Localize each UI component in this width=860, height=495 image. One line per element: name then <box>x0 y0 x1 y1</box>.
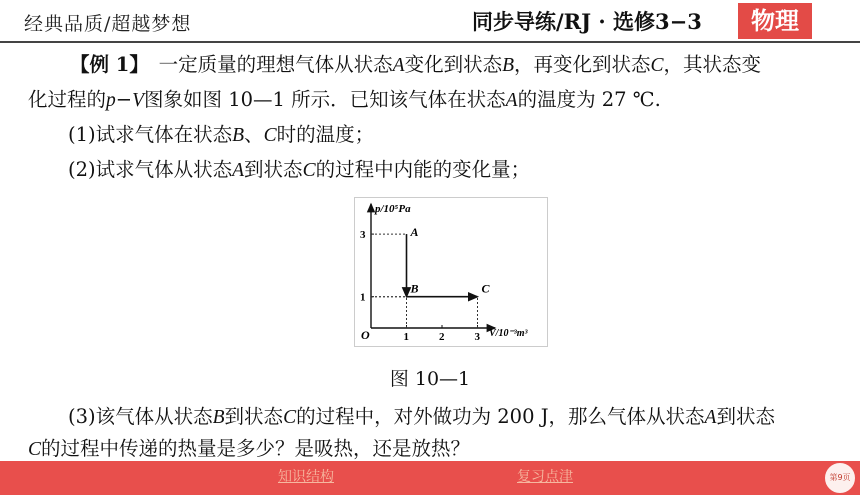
page-number-badge: 第9页 <box>823 461 857 495</box>
state-a-label: A <box>505 90 518 111</box>
question-2 <box>28 157 860 184</box>
x-tick-label: 1 <box>403 331 409 343</box>
subject-badge: 物理 <box>738 3 812 39</box>
state-b-label: B <box>232 125 245 146</box>
state-a-label: A <box>392 55 405 76</box>
course-title: 同步导练/RJ · 选修3−3 <box>472 9 702 34</box>
point-label-c: C <box>481 281 490 296</box>
point-label-b: B <box>410 281 419 296</box>
review-tips-link[interactable]: 复习点津 <box>517 469 573 485</box>
state-a-label: A <box>704 407 717 428</box>
text-fragment: 到状态 <box>244 158 303 181</box>
y-tick-label: 3 <box>360 229 366 242</box>
example-label: 【例 1】 <box>70 53 140 76</box>
origin-label: O <box>361 328 370 342</box>
state-c-label: C <box>28 439 42 460</box>
text-fragment: 的过程中内能的变化量； <box>315 158 531 181</box>
text-fragment: 变化到状态 <box>404 53 503 76</box>
text-fragment: − <box>115 88 133 111</box>
text-fragment: 到状态 <box>224 405 284 428</box>
y-tick-label: 1 <box>360 291 366 304</box>
question-3 <box>28 404 860 431</box>
text-fragment: 时的温度； <box>276 123 375 146</box>
question-1 <box>28 122 860 149</box>
y-axis-label: p/10⁵Pa <box>375 203 411 215</box>
text-fragment: 到状态 <box>716 405 775 428</box>
footer-bar <box>0 461 860 495</box>
state-a-label: A <box>232 160 245 181</box>
state-b-label: B <box>212 407 225 428</box>
text-fragment: 的过程中，对外做功为 200 J，那么气体从状态 <box>296 405 705 428</box>
state-b-label: B <box>502 55 514 76</box>
x-axis-label: V/10⁻³m³ <box>489 328 528 339</box>
pv-diagram <box>354 197 548 347</box>
text-fragment: 、 <box>244 123 264 146</box>
knowledge-structure-link[interactable]: 知识结构 <box>278 469 334 485</box>
state-c-label: C <box>283 407 297 428</box>
text-fragment: 图象如图 10—1 所示．已知该气体在状态 <box>144 88 506 111</box>
point-label-a: A <box>410 225 419 240</box>
state-c-label: C <box>263 125 277 146</box>
text-fragment: 的温度为 27 ℃. <box>517 88 661 111</box>
slogan: 经典品质/超越梦想 <box>24 13 192 35</box>
header-divider <box>0 41 860 43</box>
text-fragment: (1)试求气体在状态 <box>68 123 233 146</box>
text-fragment: (2)试求气体从状态 <box>68 158 233 181</box>
problem-intro <box>28 52 838 79</box>
text-fragment: ，再变化到状态 <box>514 53 651 76</box>
x-tick-label: 2 <box>439 331 445 343</box>
text-fragment: 的过程中传递的热量是多少？是吸热，还是放热？ <box>41 437 471 460</box>
text-fragment: 化过程的 <box>28 88 107 111</box>
text-fragment: (3)该气体从状态 <box>68 405 213 428</box>
question-3-continued <box>28 436 838 463</box>
header-bar <box>0 0 860 42</box>
text-fragment: 一定质量的理想气体从状态 <box>158 53 393 76</box>
pv-chart-svg <box>355 198 547 346</box>
v-symbol: V <box>132 90 145 111</box>
state-c-label: C <box>650 55 664 76</box>
x-tick-label: 3 <box>474 331 480 343</box>
state-c-label: C <box>302 160 316 181</box>
p-symbol: p <box>106 90 116 111</box>
problem-line-2 <box>28 87 838 114</box>
text-fragment: ，其状态变 <box>663 53 762 76</box>
figure-caption: 图 10—1 <box>389 368 471 390</box>
